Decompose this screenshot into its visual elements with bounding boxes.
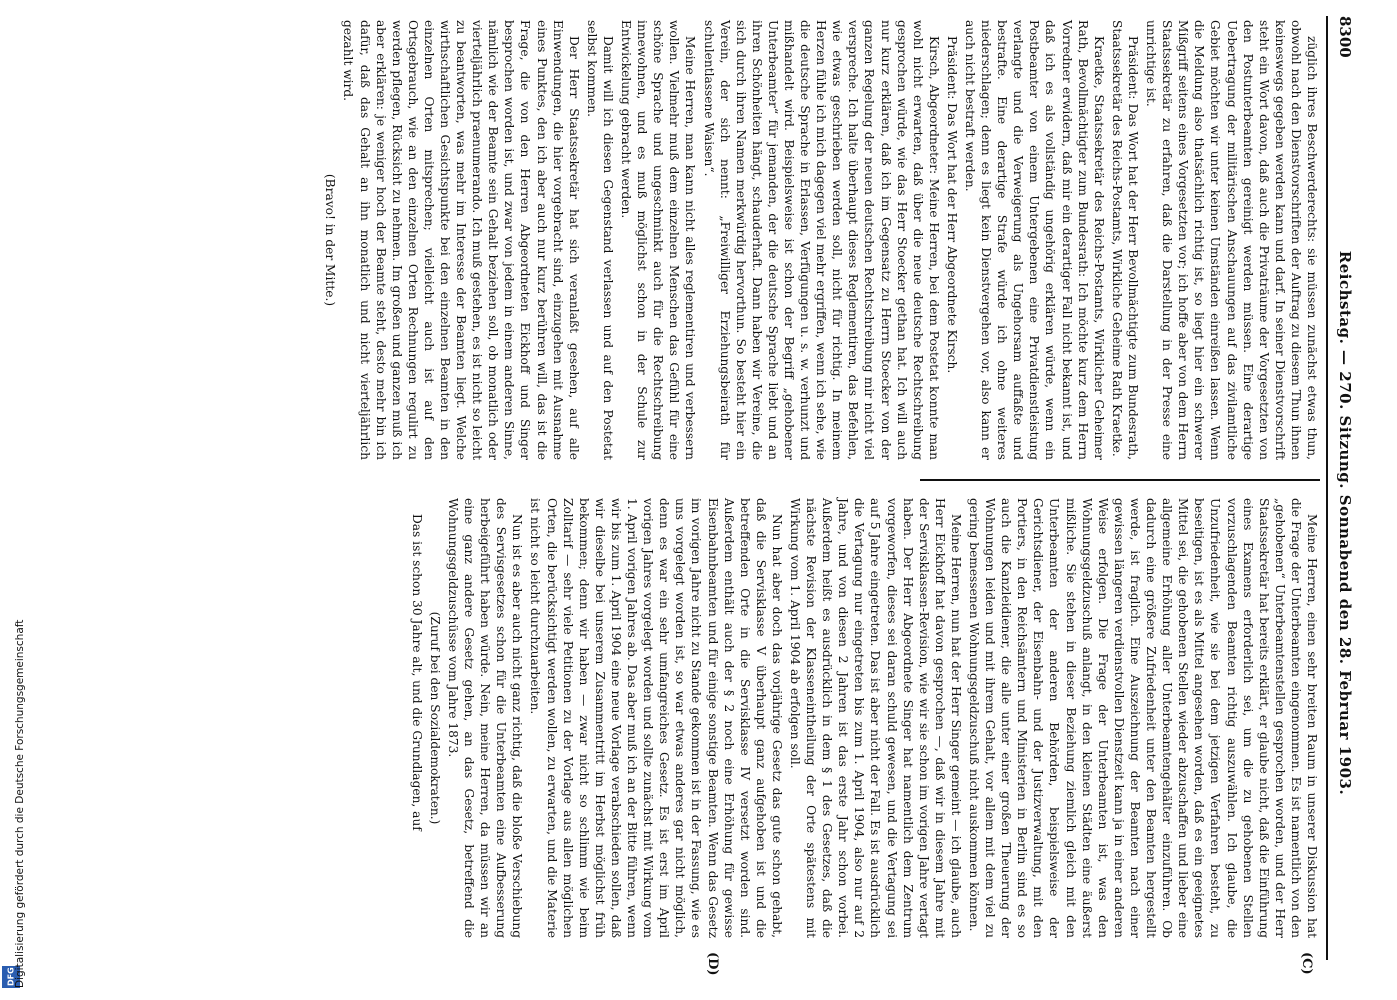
paragraph: Meine Herren, man kann nicht alles reglementiren und verbessern wollen. Vielmehr muß dem einzelnen Menschen das Gefühl für eine schöne Sprache und ungeschminkt auch für die Rechtschreibung innewohnen, und es muß möglichst schon in der Schule zur Entwickelung gebracht werden. xyxy=(619,20,698,460)
paragraph: Kraetke, Staatssekretär des Reichs-Postamts, Wirklicher Geheimer Rath, Bevollmächtigter zum Bundesrath: Ich möchte kurz dem Herrn Vorredner erwidern, daß mir ein derartiger Fall nicht bekannt ist, und daß ich es als vollständig ungehörig erklären würde, wenn ein Postbeamter von einem Untergebenen eine Privatdienstleistung verlangte und die Verweigerung als Ungehorsam auffaßte und bestrafte. Eine derartige Strafe würde ich ohne weiteres niederschlagen; denn es liegt kein Dienstvergehen vor, also kann er auch nicht bestraft werden. xyxy=(963,20,1106,460)
running-header xyxy=(1330,16,1360,960)
left-column xyxy=(320,20,1320,460)
paragraph: züglich ihres Beschwerderechts: sie müssen zunächst etwas thun, obwohl nach den Dienstvorschriften der Auftrag zu diesem Thun ihnen keineswegs gegeben werden kann und darf. In seiner Dienstvorschrift steht ein Wort davon, daß auch die Privaträume der Vorgesetzten von den Postunterbeamten gereinigt werden müssen. Eine derartige Uebertragung der militärischen Anschauungen auf das zivilamtliche Gebiet möchten wir unter keinen Umständen einreißen lassen. Wenn die Meldung also thatsächlich richtig ist, so liegt hier ein schwerer Mißgriff seitens eines Vorgesetzten vor; ich hoffe aber von dem Herrn Staatssekretär zu erfahren, daß die Darstellung in der Presse eine unrichtige ist. xyxy=(1144,20,1319,460)
paragraph: Kirsch, Abgeordneter: Meine Herren, bei dem Postetat konnte man wohl nicht erwarten, daß über die neue deutsche Rechtschreibung gesprochen würde, wie das Herr Stoecker gethan hat. Ich will auch nur kurz erklären, daß ich im Gegensatz zu Herrn Stoecker von der ganzen Regelung der neuen deutschen Rechtschreibung mir nicht viel verspreche. Ich halte überhaupt dieses Reglementiren, das Befehlen, wie etwas geschrieben werden soll, nicht für richtig. In meinem Herzen fühle ich mich dagegen viel mehr ergriffen, wenn ich sehe, wie die deutsche Sprache in Erlassen, Verfügungen u. s. w. verhunzt und mißhandelt wird. Beispielsweise ist schon der Begriff „gehobener Unterbeamter“ für jemanden, der die deutsche Sprache liebt und an ihren Schönheiten hängt, schauderhaft. Dann haben wir Vereine, die sich durch ihren Namen merkwürdig hervorthun. So besteht hier ein Verein, der sich nennt: „Freiwilliger Erziehungsbeirath für schulentlassene Waisen“. xyxy=(701,20,941,460)
paragraph: Das ist schon 30 Jahre alt, und die Grundlagen, auf xyxy=(409,514,424,831)
margin-letter-c: (C) xyxy=(1299,952,1314,975)
right-column xyxy=(407,498,1320,938)
interjection: (Bravo! in der Mitte.) xyxy=(323,173,338,307)
margin-letter-b xyxy=(705,0,720,1)
paragraph: Meine Herren, nun hat der Herr Singer gemeint — ich glaube, auch Herr Eickhoff hat davon gesprochen —, daß wir in diesem Jahre mit der Servisklassen-Revision, wie wir sie schon im vorigen Jahre vertagt haben. Der Herr Abgeordnete Singer hat namentlich dem Zentrum vorgeworfen, dieses sei daran schuld gewesen, und die Vertagung sei auf 5 Jahre eingetreten. Das ist aber nicht der Fall. Es ist ausdrücklich die Vertagung nur eingetreten bis zum 1. April 1904, also nur auf 2 Jahre, und von diesen 2 Jahren ist das erste Jahr schon vorbei. Außerdem heißt es ausdrücklich in dem § 1 des Gesetzes, daß die nächste Revision der Klasseneintheilung der Orte spätestens mit Wirkung vom 1. April 1904 ab erfolgen soll. xyxy=(788,498,963,938)
paragraph: Nun ist es aber auch nicht ganz richtig, daß die bloße Verschiebung des Servisgesetzes schon für die Unterbeamten eine Aufbesserung herbeigeführt haben würde. Nein, meine Herren, da müssen wir an eine ganz andere Gesetz gehen, an das Gesetz, betreffend die Wohnungsgeldzuschüsse vom Jahre 1873. xyxy=(446,498,525,938)
margin-letter-d: (D) xyxy=(705,952,720,976)
header-rule xyxy=(1326,16,1328,960)
column-divider xyxy=(920,479,1320,481)
paragraph: Nun hat aber doch das vorjährige Gesetz das gute schon gehabt, daß die Servisklasse V überhaupt ganz aufgehoben ist und die betreffenden Orte in die Servisklasse IV versetzt worden sind. Außerdem enthält auch der § 2 noch eine Erhöhung für gewisse Eisenbahnbeamten und für einige sonstige Beamten. Wenn das Gesetz im vorigen Jahre nicht zu Stande gekommen ist in der Fassung, wie es uns vorgelegt worden ist, so war etwas anderes gar nicht möglich, denn es war ein sehr umfangreiches Gesetz. Es ist erst im April vorigen Jahres vorgelegt worden und sollte zunächst mit Wirkung vom 1. April vorigen Jahres ab. Das aber muß ich an der Bitte führen, wenn wir bis zum 1. April 1904 eine neue Vorlage verabschieden sollen, daß wir dieselbe bei unserem Zusammentritt im Herbst möglichst früh bekommen; denn wir haben — zwar nicht so schlimm wie beim Zolltarif — sehr viele Petitionen zu der Vorlage aus allen möglichen Orten, die berücksichtigt werden wollen, zu erwarten, und die Materie ist nicht so leicht durchzuarbeiten. xyxy=(528,498,784,938)
page-number: 8300 xyxy=(1336,16,1354,58)
document-page xyxy=(120,8,1360,976)
dfg-logo: DFG xyxy=(2,966,20,988)
interjection: (Zuruf bei den Sozialdemokraten.) xyxy=(427,611,442,825)
page-title: Reichstag. — 270. Sitzung. Sonnabend den 28. Februar 1903. xyxy=(1336,250,1354,796)
paragraph: Präsident: Das Wort hat der Herr Bevollmächtigte zum Bundesrath, Staatssekretär des Reichs-Postamts, Wirkliche Geheime Rath Kraetke. xyxy=(1109,20,1140,460)
paragraph: Damit will ich diesen Gegenstand verlassen und auf den Postetat selbst kommen. xyxy=(584,20,615,460)
paragraph: Meine Herren, einen sehr breiten Raum in unserer Diskussion hat die Frage der Unterbeamten eingenommen. Es ist namentlich von den „gehobenen“ Unterbeamtenstellen gesprochen worden, und der Herr Staatssekretär hat bereits erklärt, er glaube nicht, daß die Einführung eines Examens erforderlich sei, um die zu gehobenen Stellen vorzuschlagenden Beamten richtig auszuwählen. Ich glaube, die Unzufriedenheit, wie sie bei dem jetzigen Verfahren besteht, zu beseitigen, ist es als Mittel angesehen worden, daß es ein geeignetes Mittel sei, die gehobenen Stellen wieder abzuschaffen und lieber eine allgemeine Erhöhung aller Unterbeamtengehälter einzuführen. Ob dadurch eine größere Zufriedenheit unter den Beamten hergestellt werde, ist fraglich. Eine Auszeichnung der Beamten nach einer gewissen längeren verdienstvollen Dienstzeit kann ja in einer anderen Weise erfolgen. Die Frage der Unterbeamten ist, was den Wohnungsgeldzuschuß anlangt, in den kleinen Städten eine äußerst mißliche. Sie stehen in dieser Beziehung ziemlich gleich mit den Unterbeamten der anderen Behörden, beispielsweise der Gerichtsdiener, der Eisenbahn- und der Justizverwaltung, mit den Portiers, in den Reichsämtern und Ministerien in Berlin sind es so auch die Kanzleidiener, die alle unter einer großen Theuerung der Wohnungen leiden und mit ihrem Gehalt, vor allem mit dem viel zu gering bemessenen Wohnungsgeldzuschuß nicht auskommen können. xyxy=(967,498,1319,938)
paragraph: Der Herr Staatssekretär hat sich veranlaßt gesehen, auf alle Einwendungen, die hier vorgebracht sind, einzugehen mit Ausnahme eines Punktes, den ich aber auch nur kurz berühren will, das ist die Frage, die von den Herren Abgeordneten Eickhoff und Singer besprochen worden ist, und zwar von jedem in einem anderen Sinne, nämlich wie der Beamte sein Gehalt beziehen soll, ob monatlich oder vierteljährlich praenumerando. Ich muß gestehen, es ist nicht so leicht zu beantworten, was mehr im Interesse der Beamten liegt. Welche wirthschaftlichen Gesichtspunkte bei den einzelnen Beamten in den einzelnen Orten mitsprechen; vielleicht auch ist auf den Ortsgebrauch, wie an den einzelnen Orten Rechnungen regulirt zu werden pflegen, Rücksicht zu nehmen. Im großen und ganzen muß ich aber erklären: je weniger hoch der Beamte steht, desto mehr bin ich dafür, daß das Gehalt an ihn monatlich und nicht vierteljährlich gezahlt wird. xyxy=(341,20,581,460)
digitization-credit xyxy=(0,0,26,1000)
digitization-credit-text: Digitalisierung gefördert durch die Deutsche Forschungsgemeinschaft xyxy=(14,619,26,988)
paragraph: Präsident: Das Wort hat der Herr Abgeordnete Kirsch. xyxy=(944,36,959,374)
